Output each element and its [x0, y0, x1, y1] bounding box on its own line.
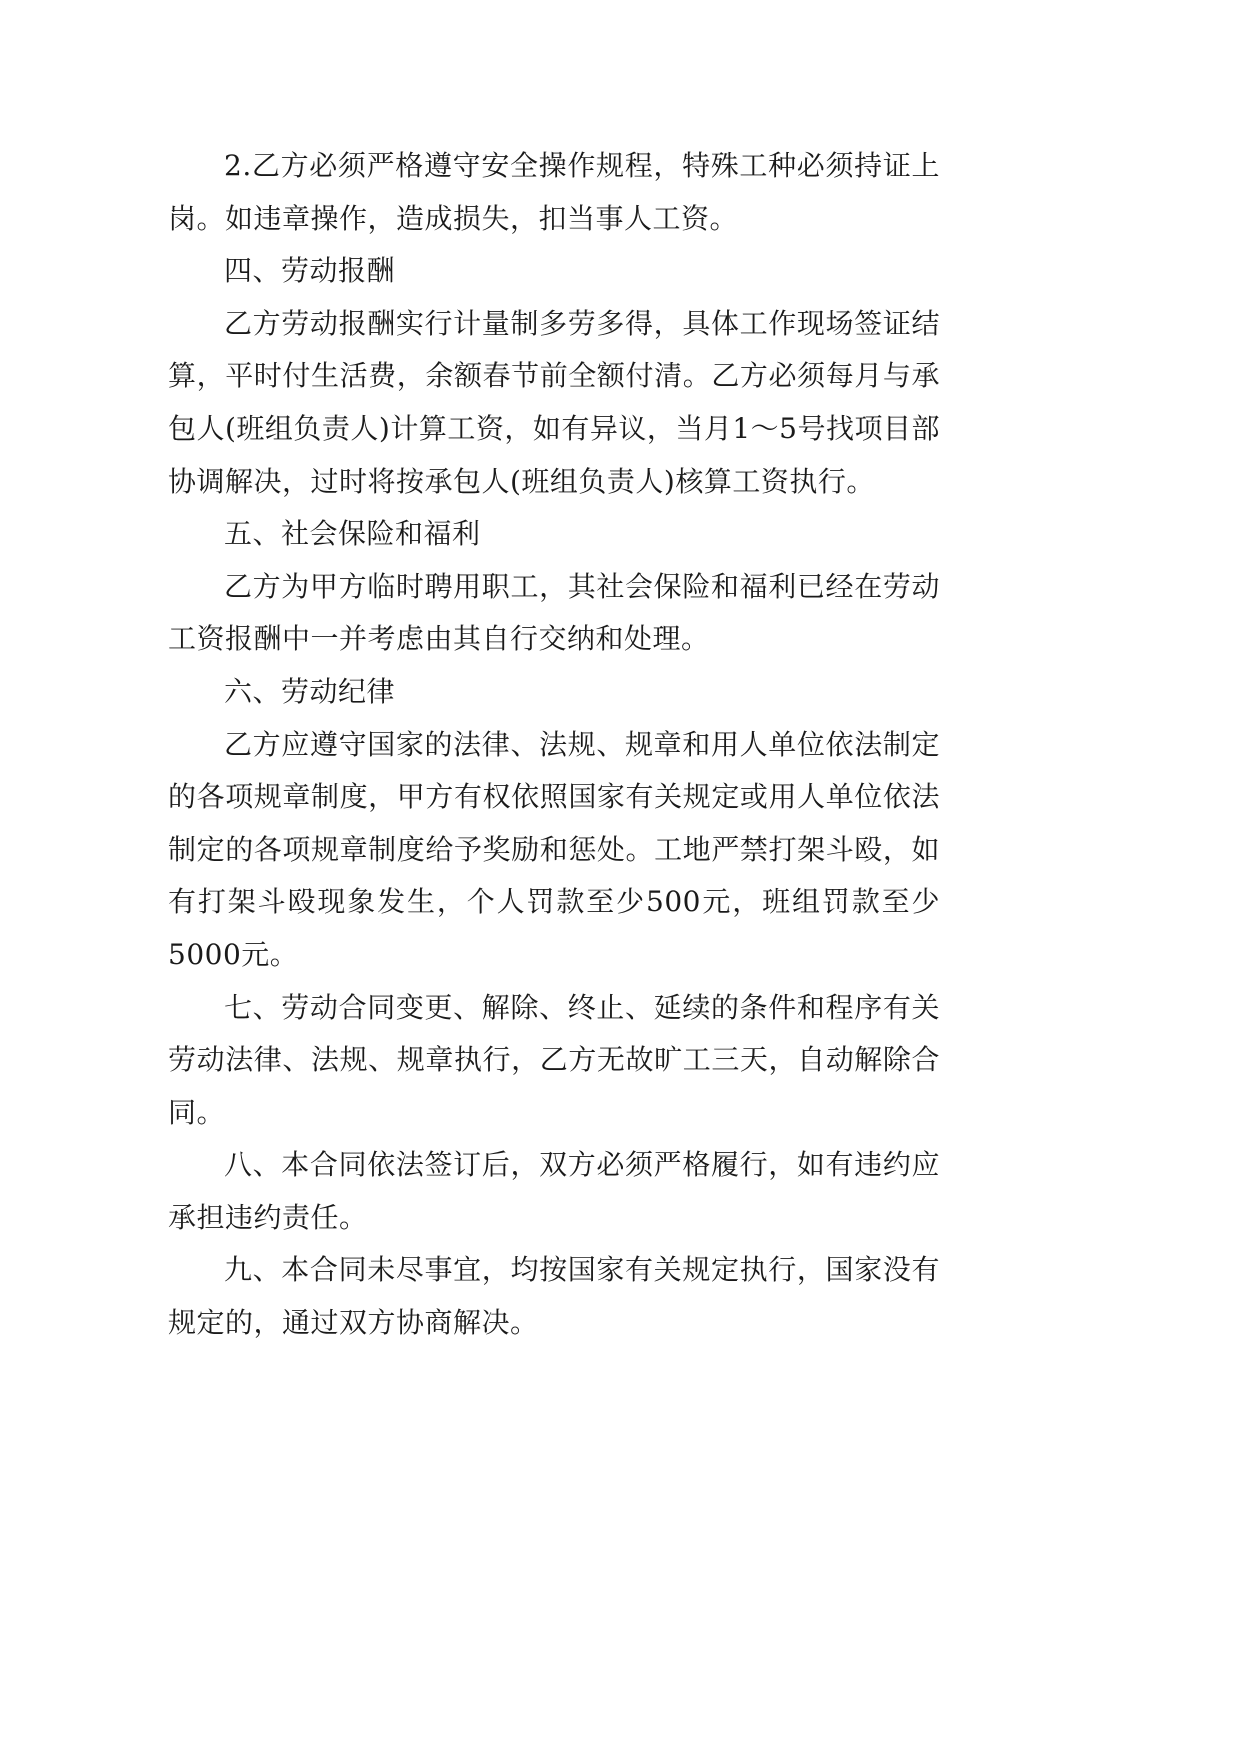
clause-labor-remuneration: 乙方劳动报酬实行计量制多劳多得，具体工作现场签证结算，平时付生活费，余额春节前全额付清。乙方必须每月与承包人(班组负责人)计算工资，如有异议，当月1～5号找项目部协调解决，过时将按承包人(班组负责人)核算工资执行。: [168, 306, 940, 498]
heading-social-insurance: 五、社会保险和福利: [224, 517, 481, 551]
clause-safety-rules: 2.乙方必须严格遵守安全操作规程，特殊工种必须持证上岗。如违章操作，造成损失，扣当事人工资。: [168, 149, 940, 235]
document-body: [168, 140, 940, 1350]
clause-labor-discipline: 乙方应遵守国家的法律、法规、规章和用人单位依法制定的各项规章制度，甲方有权依照国家有关规定或用人单位依法制定的各项规章制度给予奖励和惩处。工地严禁打架斗殴，如有打架斗殴现象发生，个人罚款至少500元，班组罚款至少5000元。: [168, 727, 940, 971]
clause-contract-changes: 七、劳动合同变更、解除、终止、延续的条件和程序有关劳动法律、法规、规章执行，乙方无故旷工三天，自动解除合同。: [168, 990, 940, 1129]
heading-labor-remuneration: 四、劳动报酬: [224, 254, 396, 288]
clause-contract-performance: 八、本合同依法签订后，双方必须严格履行，如有违约应承担违约责任。: [168, 1148, 940, 1234]
clause-unresolved-matters: 九、本合同未尽事宜，均按国家有关规定执行，国家没有规定的，通过双方协商解决。: [168, 1253, 940, 1340]
clause-social-insurance: 乙方为甲方临时聘用职工，其社会保险和福利已经在劳动工资报酬中一并考虑由其自行交纳和处理。: [168, 569, 940, 656]
heading-labor-discipline: 六、劳动纪律: [224, 674, 396, 708]
